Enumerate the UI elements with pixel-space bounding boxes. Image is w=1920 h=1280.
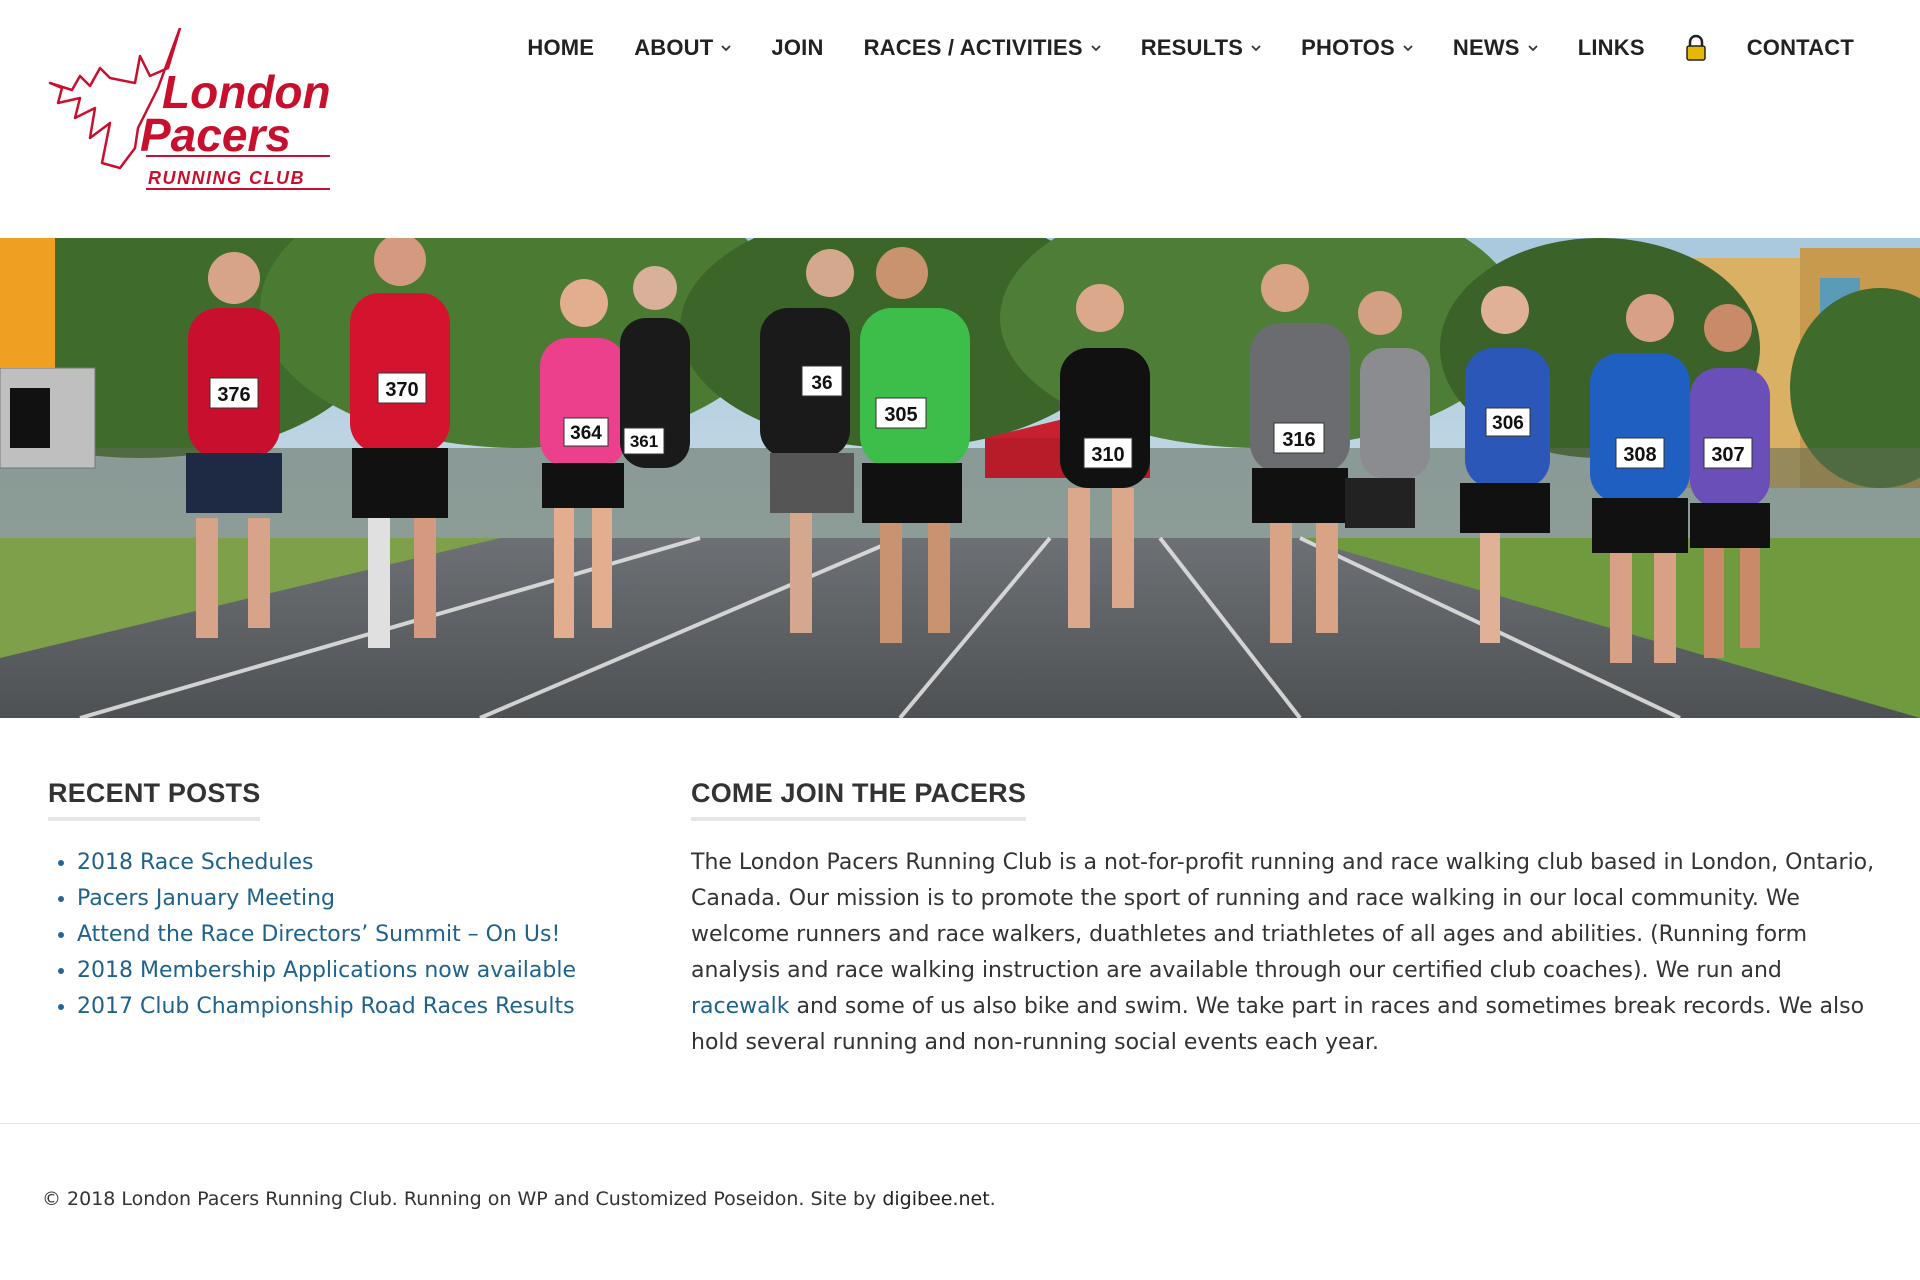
nav-results[interactable] [1141,35,1261,61]
bib-number: 364 [570,423,602,444]
bib-number: 306 [1492,413,1524,434]
logo-tagline: RUNNING CLUB [148,168,305,188]
post-link[interactable]: 2018 Membership Applications now available [77,958,577,983]
nav-join-label: JOIN [771,35,824,60]
hero-image [0,238,1920,718]
nav-contact[interactable] [1747,35,1854,61]
recent-posts-list [48,845,608,1025]
lock-icon[interactable] [1685,34,1707,62]
bib-number: 316 [1282,429,1316,451]
chevron-down-icon [721,43,731,53]
intro-text-end: and some of us also bike and swim. We take part in races and sometimes break records. We also hold several running and non-running social events each year. [691,994,1865,1055]
logo-line1: London [162,66,331,118]
chevron-down-icon [1403,43,1413,53]
bib-number: 305 [884,404,918,426]
nav-about-label: ABOUT [634,35,714,60]
racewalk-link[interactable]: racewalk [691,994,790,1019]
join-section [691,778,1881,1083]
chevron-down-icon [1251,43,1261,53]
bib-number: 308 [1623,444,1657,466]
recent-posts-widget [48,778,608,1025]
nav-home-label: HOME [527,35,595,60]
recent-posts-title: RECENT POSTS [48,778,260,821]
nav-join[interactable] [771,35,823,61]
nav-home[interactable] [527,35,594,61]
nav-results-label: RESULTS [1140,35,1244,60]
bib-number: 307 [1711,444,1745,466]
join-title: COME JOIN THE PACERS [691,778,1026,821]
chevron-down-icon [1528,43,1538,53]
intro-paragraph [691,845,1881,1061]
nav-news[interactable] [1453,35,1538,61]
list-item [77,953,608,989]
logo-line2: Pacers [140,109,291,161]
bib-number: 370 [385,379,419,401]
post-link[interactable]: 2017 Club Championship Road Races Results [77,994,575,1019]
list-item [77,845,608,881]
digibee-link[interactable]: digibee.net [882,1188,990,1210]
intro-text-start: The London Pacers Running Club is a not-for-profit running and race walking club based in London, Ontario, Canada. Our mission is to promote the sport of running and race walking in our local community. We welcome runners and race walkers, duathletes and triathletes of all ages and abilities. (Running form analysis and race walking instruction are available through our certified club coaches). We run and [691,850,1875,983]
nav-photos-label: PHOTOS [1301,35,1395,60]
post-link[interactable]: 2018 Race Schedules [77,850,314,875]
bib-number: 36 [811,373,833,394]
nav-about[interactable] [634,35,731,61]
footer-divider [0,1123,1920,1124]
nav-races-activities[interactable] [864,35,1101,61]
main-nav [487,34,1854,62]
nav-news-label: NEWS [1452,35,1520,60]
chevron-down-icon [1091,43,1101,53]
nav-photos[interactable] [1301,35,1413,61]
bib-number: 361 [629,432,659,451]
list-item [77,917,608,953]
nav-contact-label: CONTACT [1746,35,1854,60]
bib-number: 310 [1091,444,1125,466]
list-item [77,989,608,1025]
post-link[interactable]: Pacers January Meeting [77,886,335,911]
nav-races-label: RACES / ACTIVITIES [863,35,1083,60]
nav-links[interactable] [1578,35,1645,61]
list-item [77,881,608,917]
nav-links-label: LINKS [1577,35,1645,60]
hero-runners-illustration [0,238,1920,718]
footer-end: . [989,1188,996,1210]
bib-number: 376 [217,384,251,406]
site-logo[interactable] [40,28,350,198]
post-link[interactable]: Attend the Race Directors’ Summit – On Us! [77,922,561,947]
footer-text: © 2018 London Pacers Running Club. Running on WP and Customized Poseidon. Site by [42,1188,883,1210]
site-header [0,0,1920,238]
site-footer [42,1188,996,1210]
